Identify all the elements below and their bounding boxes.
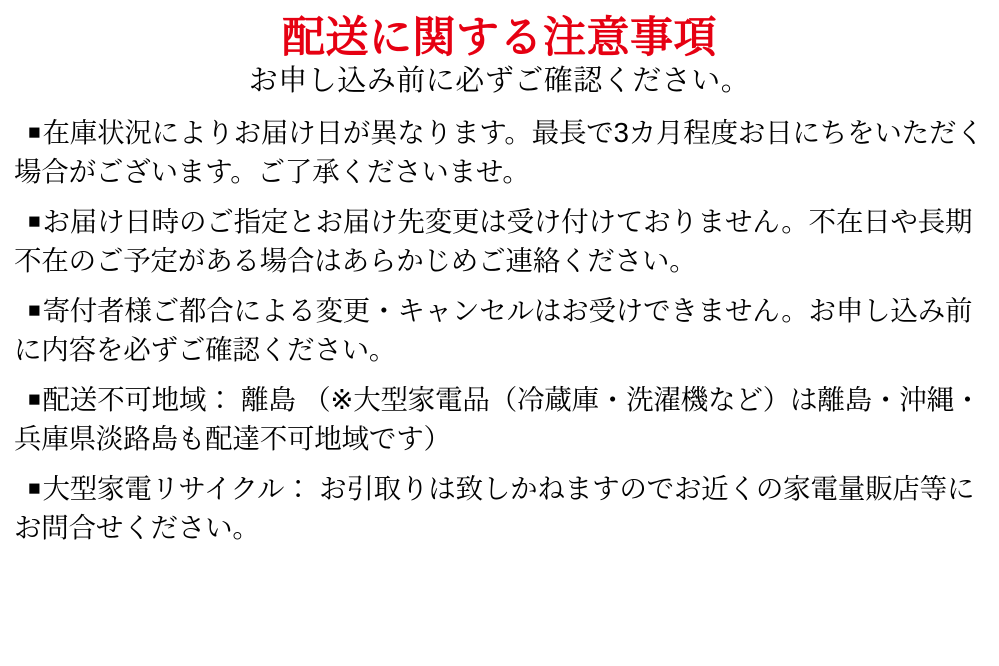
list-item-text: 配送不可地域： 離島 （※大型家電品（冷蔵庫・洗濯機など）は離島・沖縄・兵庫県淡路島も配達不可地域です） <box>14 384 982 455</box>
list-item-text: 寄付者様ご都合による変更・キャンセルはお受けできません。お申し込み前に内容を必ずご確認ください。 <box>14 295 973 366</box>
list-item-text: お届け日時のご指定とお届け先変更は受け付けておりません。不在日や長期不在のご予定がある場合はあらかじめご連絡ください。 <box>14 206 973 277</box>
page-title: 配送に関する注意事項 <box>282 14 717 62</box>
list-item-text: 在庫状況によりお届け日が異なります。最長で3カ月程度お日にちをいただく場合がございます。ご了承くださいませ。 <box>14 116 984 187</box>
notice-list <box>14 113 985 547</box>
list-item <box>14 202 985 280</box>
list-item <box>14 291 985 369</box>
square-bullet-icon: ■ <box>28 477 41 501</box>
square-bullet-icon: ■ <box>28 299 41 323</box>
square-bullet-icon: ■ <box>28 388 41 412</box>
list-item-text: 大型家電リサイクル： お引取りは致しかねますのでお近くの家電量販店等にお問合せください。 <box>14 473 975 544</box>
list-item <box>14 380 985 458</box>
list-item <box>14 469 985 547</box>
square-bullet-icon: ■ <box>28 210 41 234</box>
square-bullet-icon: ■ <box>28 120 41 144</box>
page-subtitle: お申し込み前に必ずご確認ください。 <box>248 65 751 98</box>
list-item <box>14 113 985 191</box>
